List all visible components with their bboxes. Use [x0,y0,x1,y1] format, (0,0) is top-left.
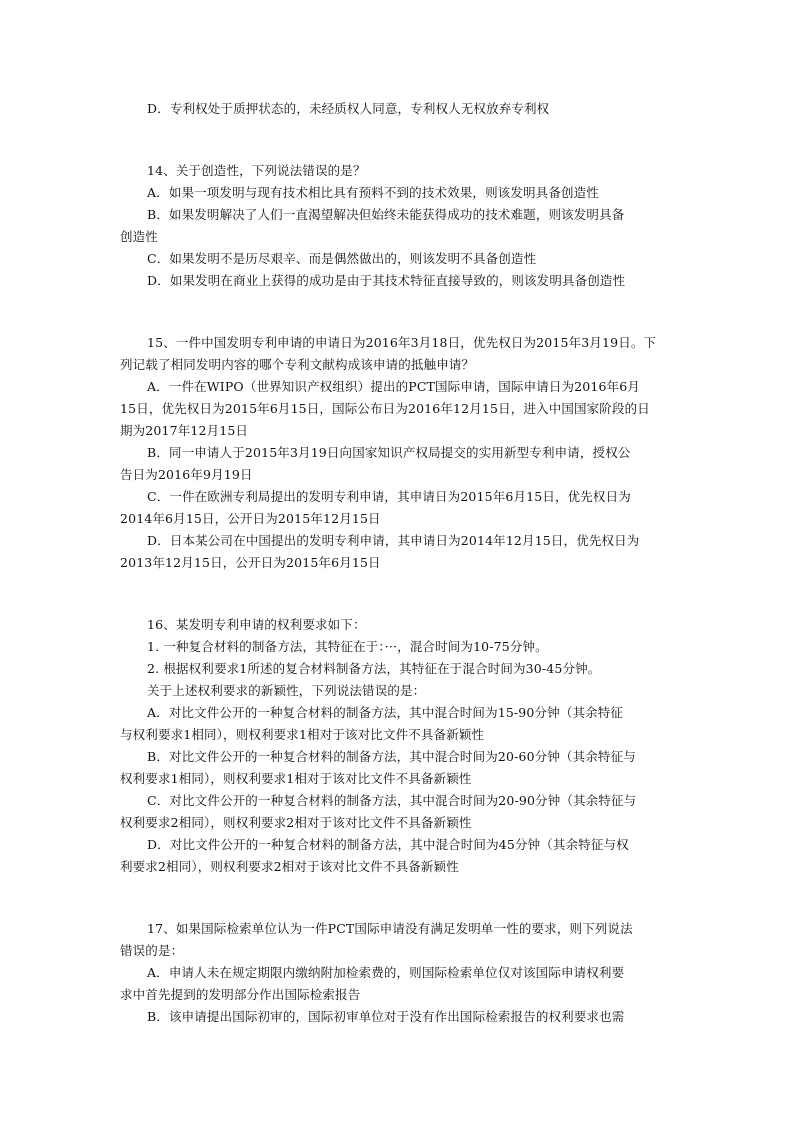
q16-question: 关于上述权利要求的新颖性，下列说法错误的是： [147,683,426,698]
q17-stem-line2: 错误的是： [120,943,184,958]
q16-option-b-line2: 权利要求1相同），则权利要求1相对于该对比文件不具备新颖性 [120,771,472,786]
q16-claim-2: 2. 根据权利要求1所述的复合材料制备方法，其特征在于混合时间为30-45分钟。 [147,661,601,676]
q16-option-d-line1: D．对比文件公开的一种复合材料的制备方法，其中混合时间为45分钟（其余特征与权 [147,837,629,852]
q16-option-a-line1: A．对比文件公开的一种复合材料的制备方法，其中混合时间为15-90分钟（其余特征 [147,705,624,720]
q14-option-b-line1: B．如果发明解决了人们一直渴望解决但始终未能获得成功的技术难题，则该发明具备 [147,207,625,222]
q14-option-c: C．如果发明不是历尽艰辛、而是偶然做出的，则该发明不具备创造性 [147,251,537,266]
q15-option-a-line2: 15日，优先权日为2015年6月15日，国际公布日为2016年12月15日，进入中国国家阶段的日 [120,401,650,416]
q16-option-a-line2: 与权利要求1相同），则权利要求1相对于该对比文件不具备新颖性 [120,727,485,742]
q13-option-d: D．专利权处于质押状态的，未经质权人同意，专利权人无权放弃专利权 [147,101,550,116]
q15-option-a-line1: A．一件在WIPO（世界知识产权组织）提出的PCT国际申请，国际申请日为2016年6月 [147,379,640,394]
q14-option-a: A．如果一项发明与现有技术相比具有预料不到的技术效果，则该发明具备创造性 [147,185,599,200]
q17-option-b-line1: B．该申请提出国际初审的，国际初审单位对于没有作出国际检索报告的权利要求也需 [147,1009,625,1024]
q16-option-c-line1: C．对比文件公开的一种复合材料的制备方法，其中混合时间为20-90分钟（其余特征与 [147,793,637,808]
q16-option-b-line1: B．对比文件公开的一种复合材料的制备方法，其中混合时间为20-60分钟（其余特征与 [147,749,636,764]
q14-option-d: D．如果发明在商业上获得的成功是由于其技术特征直接导致的，则该发明具备创造性 [147,273,626,288]
q15-option-b-line1: B．同一申请人于2015年3月19日向国家知识产权局提交的实用新型专利申请，授权公 [147,445,631,460]
q14-stem: 14、关于创造性，下列说法错误的是？ [147,163,366,178]
q15-option-c-line1: C．一件在欧洲专利局提出的发明专利申请，其申请日为2015年6月15日，优先权日为 [147,489,631,504]
q17-option-a-line1: A．申请人未在规定期限内缴纳附加检索费的，则国际检索单位仅对该国际申请权利要 [147,965,625,980]
q16-option-c-line2: 权利要求2相同），则权利要求2相对于该对比文件不具备新颖性 [120,815,472,830]
q16-option-d-line2: 利要求2相同），则权利要求2相对于该对比文件不具备新颖性 [120,859,459,874]
q15-stem-line1: 15、一件中国发明专利申请的申请日为2016年3月18日，优先权日为2015年3月19日。下 [147,335,657,350]
q17-option-a-line2: 求中首先提到的发明部分作出国际检索报告 [120,987,361,1002]
q14-option-b-line2: 创造性 [120,229,158,244]
q16-claim-1: 1. 一种复合材料的制备方法，其特征在于：···，混合时间为10-75分钟。 [147,639,548,654]
q15-option-c-line2: 2014年6月15日，公开日为2015年12月15日 [120,511,381,526]
q15-option-b-line2: 告日为2016年9月19日 [120,467,253,482]
q15-option-d-line2: 2013年12月15日，公开日为2015年6月15日 [120,555,381,570]
q15-option-d-line1: D．日本某公司在中国提出的发明专利申请，其申请日为2014年12月15日，优先权日为 [147,533,640,548]
q17-stem-line1: 17、如果国际检索单位认为一件PCT国际申请没有满足发明单一性的要求，则下列说法 [147,921,633,936]
q15-stem-line2: 列记载了相同发明内容的哪个专利文献构成该申请的抵触申请？ [120,357,475,372]
q16-stem: 16、某发明专利申请的权利要求如下： [147,617,366,632]
q15-option-a-line3: 期为2017年12月15日 [120,423,249,438]
